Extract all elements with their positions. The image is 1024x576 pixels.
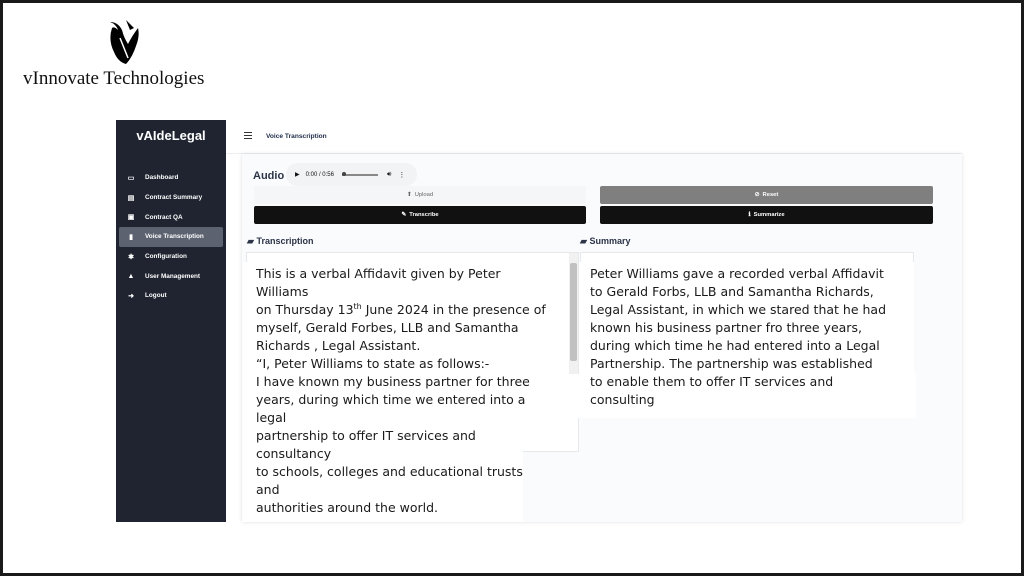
book-icon: ▰: [580, 236, 587, 246]
text-line: to schools, colleges and educational trusts and: [256, 464, 523, 497]
logo-bird-icon: [102, 18, 146, 66]
sidebar-item-label: Contract Summary: [145, 194, 203, 202]
text-line: I have known my business partner for three: [256, 374, 530, 389]
id-card-icon: ▤: [127, 194, 135, 202]
transcription-heading: [247, 236, 313, 247]
logo-text: vInnovate Technologies: [23, 68, 205, 89]
ban-icon: ⊘: [754, 192, 760, 198]
sidebar-item-dashboard[interactable]: [119, 168, 223, 188]
sidebar-item-logout[interactable]: [119, 286, 223, 306]
menu-icon[interactable]: [244, 132, 252, 140]
text-line: years, during which time we entered into a legal: [256, 392, 526, 425]
page-title: Voice Transcription: [266, 133, 327, 140]
reset-label: Reset: [762, 192, 779, 198]
sidebar: [116, 120, 226, 522]
volume-icon[interactable]: 🔊︎: [386, 170, 392, 178]
text-line: to Gerald Forbs, LLB and Samantha Richards,: [590, 284, 874, 299]
scrollbar[interactable]: [569, 253, 578, 377]
sidebar-item-label: Dashboard: [145, 174, 179, 182]
play-icon[interactable]: ▶: [295, 172, 300, 178]
summary-heading-label: Summary: [589, 236, 631, 246]
text-line: authorities around the world.: [256, 500, 439, 515]
gear-icon: ✱: [128, 253, 134, 261]
transcribe-label: Transcribe: [409, 212, 439, 218]
summarize-label: Summarize: [753, 212, 785, 218]
clipboard-icon: ▣: [127, 214, 135, 222]
top-bar: [226, 120, 962, 154]
sidebar-item-user-management[interactable]: [119, 266, 223, 286]
text-line: partnership to offer IT services and consultancy: [256, 428, 476, 461]
audio-progress-slider[interactable]: [342, 174, 378, 176]
sidebar-item-contract-summary[interactable]: [119, 188, 223, 208]
text-line: “I, Peter Williams to state as follows:-: [256, 356, 490, 371]
upload-label: Upload: [414, 192, 434, 198]
sidebar-item-label: Voice Transcription: [145, 233, 204, 241]
transcription-text: [243, 262, 553, 515]
text-line: Richards , Legal Assistant.: [256, 338, 421, 353]
sidebar-item-voice-transcription[interactable]: [119, 227, 223, 247]
text-line: This is a verbal Affidavit given by Peter Williams: [256, 266, 501, 299]
text-line: during which time he had entered into a Legal: [590, 338, 880, 353]
summarize-button[interactable]: [600, 206, 933, 224]
sidebar-item-configuration[interactable]: [119, 247, 223, 267]
sidebar-item-label: Configuration: [145, 253, 187, 261]
summary-heading: [580, 236, 630, 247]
text-line: consulting: [590, 392, 655, 407]
logout-icon: ➜: [128, 292, 134, 300]
info-icon: ℹ: [748, 212, 751, 218]
audio-label: Audio: [253, 170, 285, 182]
company-logo: [20, 18, 230, 98]
user-icon: ▲: [127, 272, 135, 280]
reset-button[interactable]: [600, 186, 933, 204]
text-line: myself, Gerald Forbes, LLB and Samantha: [256, 320, 519, 335]
audio-time: 0:00 / 0:56: [305, 171, 334, 178]
brand-title: vAIdeLegal: [136, 128, 206, 143]
sidebar-item-label: Contract QA: [145, 213, 183, 221]
text-line: on Thursday 13th June 2024 in the presence of: [256, 301, 546, 317]
more-options-icon[interactable]: ⋮: [398, 171, 406, 179]
text-line: Peter Williams gave a recorded verbal Affidavit: [590, 266, 884, 281]
text-line: known his business partner fro three years,: [590, 320, 862, 335]
file-icon: ▮: [129, 233, 133, 241]
text-line: Legal Assistant, in which we stared that he had: [590, 302, 887, 317]
transcription-heading-label: Transcription: [256, 236, 314, 246]
sidebar-nav: [116, 168, 226, 306]
upload-button[interactable]: [254, 186, 586, 204]
text-line: Partnership. The partnership was established: [590, 356, 873, 371]
sidebar-item-contract-qa[interactable]: [119, 207, 223, 227]
text-line: to enable them to offer IT services and: [590, 374, 834, 389]
upload-icon: ⬆: [406, 192, 412, 198]
edit-icon: ✎: [401, 212, 407, 218]
audio-player[interactable]: [286, 163, 417, 186]
transcribe-button[interactable]: [254, 206, 586, 224]
sidebar-item-label: Logout: [145, 292, 167, 300]
monitor-icon: ▭: [127, 174, 135, 182]
summary-text: [579, 262, 914, 415]
book-icon: ▰: [247, 236, 254, 246]
sidebar-item-label: User Management: [145, 272, 201, 280]
